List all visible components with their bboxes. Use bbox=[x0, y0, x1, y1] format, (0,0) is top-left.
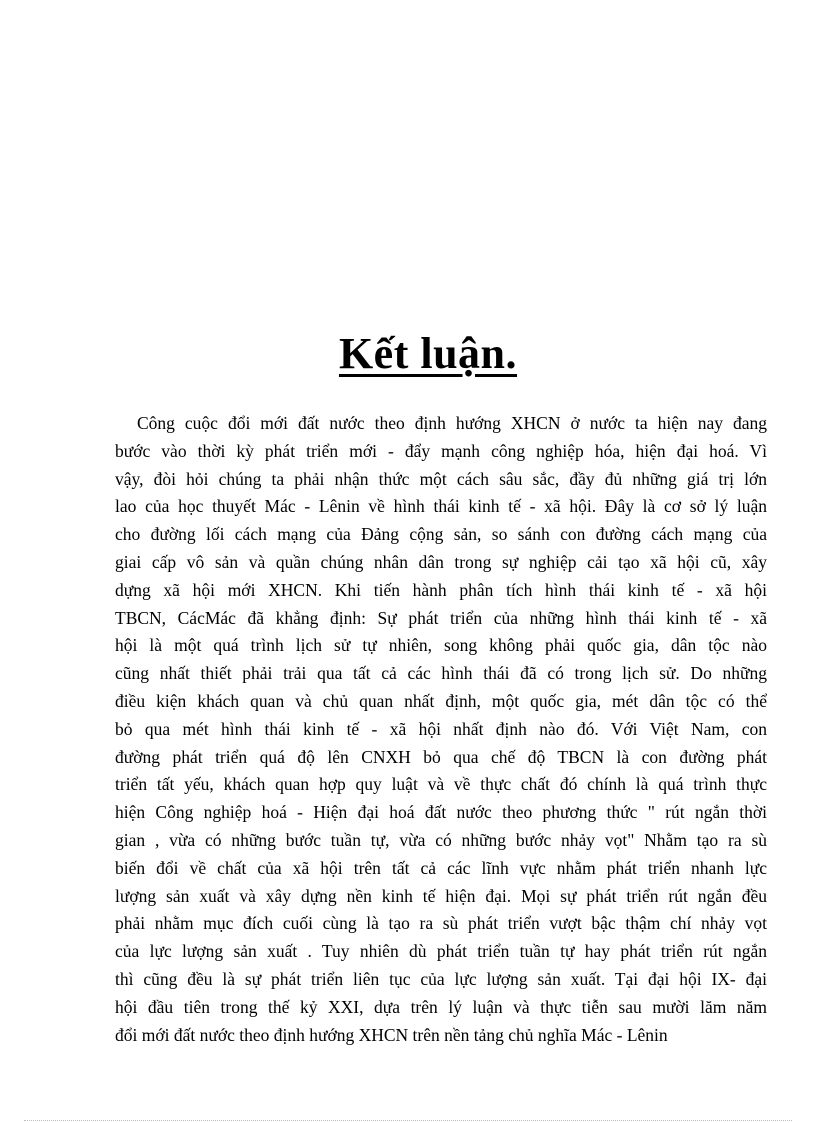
paragraph-line: lao của học thuyết Mác - Lênin về hình thái kinh tế - xã hội. Đây là cơ sở lý luận bbox=[115, 496, 767, 517]
paragraph-line: của lực lượng sản xuất . Tuy nhiên dù phát triển tuần tự hay phát triển rút ngắn bbox=[115, 941, 767, 962]
paragraph-line: bước vào thời kỳ phát triển mới - đẩy mạnh công nghiệp hóa, hiện đại hoá. Vì bbox=[115, 440, 767, 461]
conclusion-paragraph bbox=[115, 410, 767, 1049]
paragraph-line: điều kiện khách quan và chủ quan nhất định, một quốc gia, mét dân tộc có thể bbox=[115, 690, 767, 711]
paragraph-line: cũng nhất thiết phải trải qua tất cả các hình thái đã có trong lịch sử. Do những bbox=[115, 663, 767, 684]
page-title: Kết luận. bbox=[338, 329, 518, 378]
paragraph-line: vậy, đòi hỏi chúng ta phải nhận thức một cách sâu sắc, đầy đủ những giá trị lớn bbox=[115, 468, 767, 489]
paragraph-line: hội đầu tiên trong thế kỷ XXI, dựa trên lý luận và thực tiễn sau mười lăm năm bbox=[115, 996, 767, 1017]
page-divider bbox=[24, 1120, 792, 1121]
paragraph-line: triển tất yếu, khách quan hợp quy luật và về thực chất đó chính là quá trình thực bbox=[115, 774, 767, 795]
paragraph-line: thì cũng đều là sự phát triển liên tục của lực lượng sản xuất. Tại đại hội IX- đại bbox=[115, 968, 767, 989]
paragraph-line: đổi mới đất nước theo định hướng XHCN trên nền tảng chủ nghĩa Mác - Lênin bbox=[115, 1024, 668, 1045]
paragraph-line: cho đường lối cách mạng của Đảng cộng sản, so sánh con đường cách mạng của bbox=[115, 524, 767, 545]
paragraph-line: TBCN, CácMác đã khẳng định: Sự phát triển của những hình thái kinh tế - xã bbox=[115, 607, 767, 628]
paragraph-line: hiện Công nghiệp hoá - Hiện đại hoá đất nước theo phương thức " rút ngắn thời bbox=[115, 802, 767, 823]
paragraph-line: phải nhằm mục đích cuối cùng là tạo ra sù phát triển vượt bậc thậm chí nhảy vọt bbox=[115, 913, 767, 934]
paragraph-line: đường phát triển quá độ lên CNXH bỏ qua chế độ TBCN là con đường phát bbox=[115, 746, 767, 767]
paragraph-line: biến đổi về chất của xã hội trên tất cả các lĩnh vực nhằm phát triển nhanh lực bbox=[115, 857, 767, 878]
paragraph-line: gian , vừa có những bước tuần tự, vừa có những bước nhảy vọt" Nhằm tạo ra sù bbox=[115, 829, 767, 850]
paragraph-line: giai cấp vô sản và quần chúng nhân dân trong sự nghiệp cải tạo xã hội cũ, xây bbox=[115, 551, 767, 572]
paragraph-line: lượng sản xuất và xây dựng nền kinh tế hiện đại. Mọi sự phát triển rút ngắn đều bbox=[115, 885, 767, 906]
paragraph-line: bỏ qua mét hình thái kinh tế - xã hội nhất định nào đó. Với Việt Nam, con bbox=[115, 718, 767, 739]
paragraph-line: dựng xã hội mới XHCN. Khi tiến hành phân tích hình thái kinh tế - xã hội bbox=[115, 579, 767, 600]
paragraph-line: Công cuộc đổi mới đất nước theo định hướng XHCN ở nước ta hiện nay đang bbox=[137, 413, 767, 433]
paragraph-line: hội là một quá trình lịch sử tự nhiên, song không phải quốc gia, dân tộc nào bbox=[115, 635, 767, 656]
